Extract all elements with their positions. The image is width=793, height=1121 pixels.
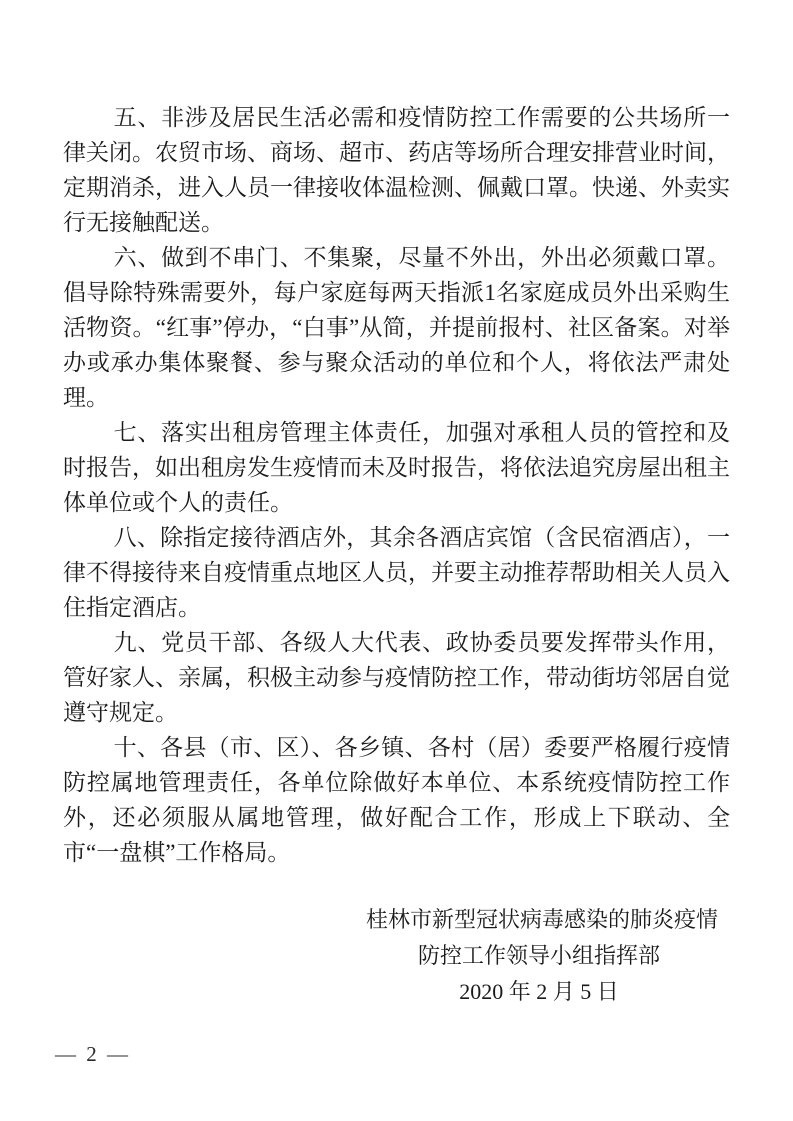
signature-date: 2020 年 2 月 5 日: [459, 979, 619, 1004]
signature-org-line-2: 防控工作领导小组指挥部: [417, 943, 660, 968]
page-number-footer: — 2 —: [55, 1042, 128, 1066]
clause-7-paragraph: 七、落实出租房管理主体责任，加强对承租人员的管控和及时报告，如出租房发生疫情而未及时报告，将依法追究房屋出租主体单位或个人的责任。: [63, 420, 730, 515]
signature-block: [366, 902, 719, 1010]
signature-org-line-1: 桂林市新型冠状病毒感染的肺炎疫情: [366, 907, 719, 932]
clause-8-paragraph: 八、除指定接待酒店外，其余各酒店宾馆（含民宿酒店），一律不得接待来自疫情重点地区人员，并要主动推荐帮助相关人员入住指定酒店。: [63, 525, 730, 620]
clause-9-paragraph: 九、党员干部、各级人大代表、政协委员要发挥带头作用，管好家人、亲属，积极主动参与疫情防控工作，带动街坊邻居自觉遵守规定。: [63, 630, 730, 725]
clause-5-paragraph: 五、非涉及居民生活必需和疫情防控工作需要的公共场所一律关闭。农贸市场、商场、超市、药店等场所合理安排营业时间，定期消杀，进入人员一律接收体温检测、佩戴口罩。快递、外卖实行无接触配送。: [63, 105, 730, 235]
clause-10-paragraph: 十、各县（市、区）、各乡镇、各村（居）委要严格履行疫情防控属地管理责任，各单位除做好本单位、本系统疫情防控工作外，还必须服从属地管理，做好配合工作，形成上下联动、全市“一盘棋”工作格局。: [63, 735, 730, 865]
body-text: [63, 100, 730, 870]
clause-6-paragraph: 六、做到不串门、不集聚，尽量不外出，外出必须戴口罩。倡导除特殊需要外，每户家庭每两天指派1名家庭成员外出采购生活物资。“红事”停办，“白事”从简，并提前报村、社区备案。对举办或承办集体聚餐、参与聚众活动的单位和个人，将依法严肃处理。: [63, 245, 730, 410]
